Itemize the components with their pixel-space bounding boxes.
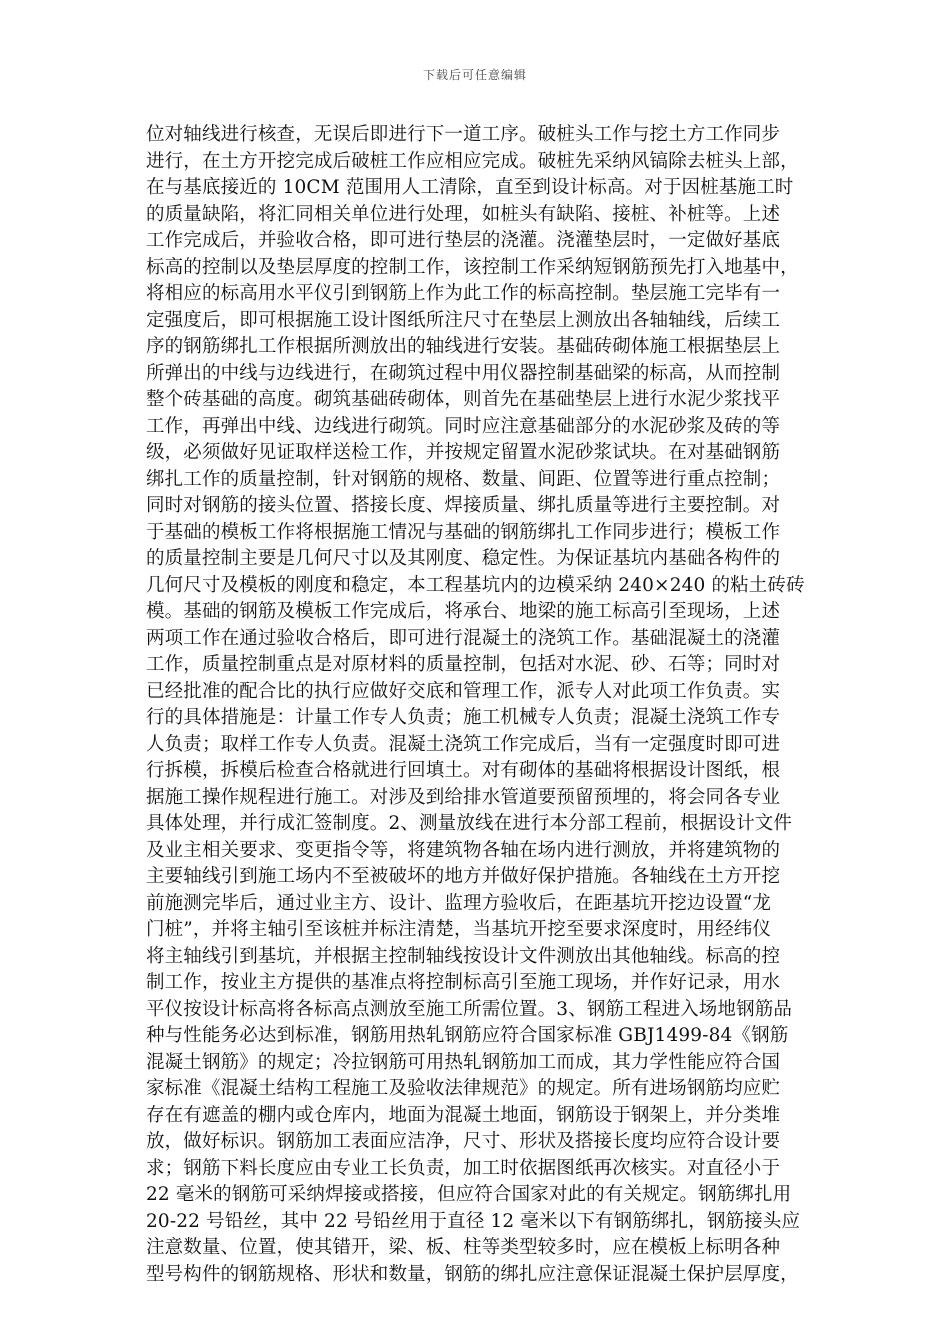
text-line: 进行，在土方开挖完成后破桩工作应相应完成。破桩先采纳风镐除去桩头上部， <box>146 150 799 172</box>
text-line: 于基础的模板工作将根据施工情况与基础的钢筋绑扎工作同步进行；模板工作 <box>146 521 781 543</box>
text-line: 主要轴线引到施工场内不至被破坏的地方并做好保护措施。各轴线在土方开挖 <box>146 866 781 887</box>
text-line: 混凝土钢筋》的规定；冷拉钢筋可用热轧钢筋加工而成，其力学性能应符合国 <box>146 1051 781 1073</box>
text-line: 整个砖基础的高度。砌筑基础砖砌体，则首先在基础垫层上进行水泥少浆找平 <box>146 389 781 410</box>
text-line: 放，做好标识。钢筋加工表面应洁净，尺寸、形状及搭接长度均应符合设计要 <box>146 1131 781 1152</box>
text-line: 22 毫米的钢筋可采纳焊接或搭接，但应符合国家对此的有关规定。钢筋绑扎用 <box>146 1184 792 1205</box>
text-line: 标高的控制以及垫层厚度的控制工作，该控制工作采纳短钢筋预先打入地基中， <box>146 256 799 278</box>
text-line: 前施测完毕后，通过业主方、设计、监理方验收后，在距基坑开挖边设置“龙 <box>146 892 772 914</box>
text-line: 序的钢筋绑扎工作根据所测放出的轴线进行安装。基础砖砌体施工根据垫层上 <box>146 336 781 357</box>
text-line: 种与性能务必达到标准，钢筋用热轧钢筋应符合国家标准 GBJ1499-84《钢筋 <box>146 1025 789 1046</box>
text-line: 家标准《混凝土结构工程施工及验收法律规范》的规定。所有进场钢筋均应贮 <box>146 1078 781 1099</box>
text-line: 工作，质量控制重点是对原材料的质量控制，包括对水泥、砂、石等；同时对 <box>146 654 781 675</box>
text-line: 行的具体措施是：计量工作专人负责；施工机械专人负责；混凝土浇筑工作专 <box>146 707 781 728</box>
text-line: 人负责；取样工作专人负责。混凝土浇筑工作完成后，当有一定强度时即可进 <box>146 733 781 755</box>
text-line: 行拆模，拆模后检查合格就进行回填土。对有砌体的基础将根据设计图纸，根 <box>146 760 781 781</box>
text-line: 定强度后，即可根据施工设计图纸所注尺寸在垫层上测放出各轴轴线，后续工 <box>146 309 781 331</box>
page-header: 下载后可任意编辑 <box>422 68 527 82</box>
text-line: 绑扎工作的质量控制，针对钢筋的规格、数量、间距、位置等进行重点控制； <box>146 468 781 490</box>
text-line: 制工作，按业主方提供的基准点将控制标高引至施工现场，并作好记录，用水 <box>146 972 781 993</box>
text-line: 门桩”，并将主轴引至该桩并标注清楚，当基坑开挖至要求深度时，用经纬仪 <box>146 919 772 940</box>
text-line: 求；钢筋下料长度应由专业工长负责，加工时依据图纸再次核实。对直径小于 <box>146 1157 781 1179</box>
text-line: 模。基础的钢筋及模板工作完成后，将承台、地梁的施工标高引至现场，上述 <box>146 601 781 622</box>
text-line: 级，必须做好见证取样送检工作，并按规定留置水泥砂浆试块。在对基础钢筋 <box>146 442 781 463</box>
text-line: 几何尺寸及模板的刚度和稳定，本工程基坑内的边模采纳 240×240 的粘土砖砖 <box>146 574 805 596</box>
text-line: 已经批准的配合比的执行应做好交底和管理工作，派专人对此项工作负责。实 <box>146 680 781 702</box>
text-line: 在与基底接近的 10CM 范围用人工清除，直至到设计标高。对于因桩基施工时 <box>146 177 794 198</box>
text-line: 工作完成后，并验收合格，即可进行垫层的浇灌。浇灌垫层时，一定做好基底 <box>146 230 781 251</box>
body-text <box>146 122 810 1288</box>
text-line: 型号构件的钢筋规格、形状和数量，钢筋的绑扎应注意保证混凝土保护层厚度， <box>146 1263 799 1285</box>
text-line: 所弹出的中线与边线进行，在砌筑过程中用仪器控制基础梁的标高，从而控制 <box>146 362 781 384</box>
text-line: 两项工作在通过验收合格后，即可进行混凝土的浇筑工作。基础混凝土的浇灌 <box>146 627 781 649</box>
text-line: 同时对钢筋的接头位置、搭接长度、焊接质量、绑扎质量等进行主要控制。对 <box>146 495 781 516</box>
text-line: 及业主相关要求、变更指令等，将建筑物各轴在场内进行测放，并将建筑物的 <box>146 839 781 861</box>
text-line: 工作，再弹出中线、边线进行砌筑。同时应注意基础部分的水泥砂浆及砖的等 <box>146 415 781 437</box>
text-line: 将相应的标高用水平仪引到钢筋上作为此工作的标高控制。垫层施工完毕有一 <box>146 283 781 304</box>
text-line: 的质量控制主要是几何尺寸以及其刚度、稳定性。为保证基坑内基础各构件的 <box>146 548 781 569</box>
text-line: 具体处理，并行成汇签制度。2、测量放线在进行本分部工程前，根据设计文件 <box>146 813 793 834</box>
text-line: 20-22 号铅丝，其中 22 号铅丝用于直径 12 毫米以下有钢筋绑扎，钢筋接头应 <box>146 1210 801 1232</box>
text-line: 据施工操作规程进行施工。对涉及到给排水管道要预留预埋的，将会同各专业 <box>146 786 781 808</box>
text-line: 位对轴线进行核查，无误后即进行下一道工序。破桩头工作与挖土方工作同步 <box>146 124 781 145</box>
text-line: 将主轴线引到基坑，并根据主控制轴线按设计文件测放出其他轴线。标高的控 <box>146 945 781 967</box>
text-line: 的质量缺陷，将汇同相关单位进行处理，如桩头有缺陷、接桩、补桩等。上述 <box>146 203 781 225</box>
text-line: 存在有遮盖的棚内或仓库内，地面为混凝土地面，钢筋设于钢架上，并分类堆 <box>146 1104 781 1126</box>
text-line: 平仪按设计标高将各标高点测放至施工所需位置。3、钢筋工程进入场地钢筋品 <box>146 998 793 1020</box>
text-line: 注意数量、位置，使其错开，梁、板、柱等类型较多时，应在模板上标明各种 <box>146 1237 781 1258</box>
